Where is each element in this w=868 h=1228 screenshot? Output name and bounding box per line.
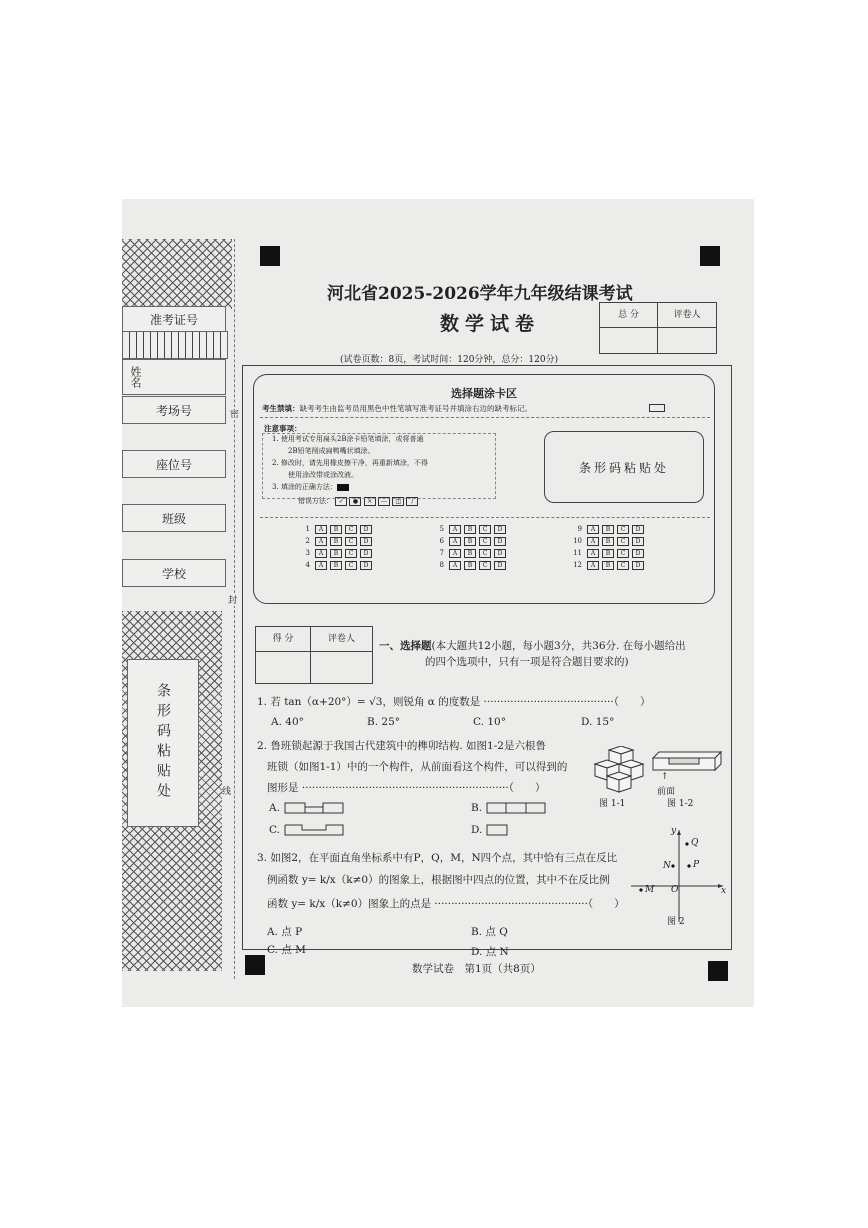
alignment-marker-tl — [260, 246, 280, 266]
exam-room-field[interactable] — [122, 396, 226, 424]
barcode-label: 条形码粘贴处 — [155, 683, 171, 803]
score-summary-box — [599, 302, 717, 354]
front-arrow: ↑ — [661, 772, 669, 782]
section-desc-line1: (本大题共12小题，每小题3分，共36分. 在每小题给出 — [431, 640, 686, 652]
answer-bubble[interactable]: C — [345, 549, 357, 558]
bubble-group-1 — [300, 523, 372, 571]
subject-title: 数学试卷 — [440, 313, 541, 335]
grader-label: 评卷人 — [658, 303, 716, 328]
option-letter: C. — [269, 824, 280, 836]
q2-option-a[interactable] — [269, 802, 346, 814]
answer-bubble[interactable]: B — [330, 537, 342, 546]
answer-bubble[interactable]: A — [315, 525, 327, 534]
total-score-label: 总 分 — [600, 303, 658, 328]
question-number: 8 — [439, 561, 444, 569]
answer-card — [253, 374, 715, 604]
field-label: 准考证号 — [149, 312, 198, 327]
bubble-row — [300, 559, 372, 571]
question-number: 11 — [573, 549, 582, 557]
origin-label: O — [671, 885, 679, 895]
prohibit-line — [262, 403, 532, 414]
question-3-stem-2: 例函数 y= k/x（k≠0）的图象上，根据图中四点的位置，其中不在反比例 — [267, 874, 610, 886]
option-d-shape — [486, 824, 508, 836]
name-field[interactable] — [122, 359, 226, 395]
wrong-sample-slash: / — [406, 497, 418, 506]
class-field[interactable] — [122, 504, 226, 532]
prohibit-text: 缺考考生由监考员用黑色中性笔填写准考证号并填涂右边的缺考标记。 — [299, 404, 532, 413]
q1-option-b[interactable]: B. 25° — [367, 716, 401, 728]
q2-option-d[interactable] — [471, 824, 508, 836]
luban-lock-figure — [591, 746, 647, 794]
bubble-row — [300, 523, 372, 535]
bubble-row — [572, 535, 644, 547]
answer-bubble[interactable]: C — [345, 525, 357, 534]
answer-bubble[interactable]: B — [464, 561, 476, 570]
question-number: 9 — [577, 525, 582, 533]
q3-option-b[interactable]: B. 点 Q — [471, 926, 508, 938]
content-frame — [242, 365, 732, 958]
absent-mark-box[interactable] — [649, 404, 665, 412]
point-q-label: Q — [691, 838, 699, 848]
lock-component-figure — [651, 750, 723, 772]
section-grade-box — [255, 626, 373, 684]
notes-title: 注意事项： — [264, 424, 302, 433]
answer-bubble[interactable]: A — [449, 525, 461, 534]
bubble-row — [572, 559, 644, 571]
option-b-shape — [486, 802, 548, 814]
barcode-label: 条形码粘贴处 — [578, 460, 669, 475]
question-2-stem-1: 2. 鲁班锁起源于我国古代建筑中的榫卯结构. 如图1-2是六根鲁 — [257, 740, 546, 752]
answer-bubble[interactable]: A — [449, 537, 461, 546]
q1-option-d[interactable]: D. 15° — [581, 716, 615, 728]
answer-bubble[interactable]: A — [587, 549, 599, 558]
q2-option-c[interactable] — [269, 824, 346, 836]
wrong-method-label: 错误方法： — [298, 497, 333, 505]
option-letter: B. — [471, 802, 483, 814]
bubble-group-3 — [572, 523, 644, 571]
alignment-marker-tr — [700, 246, 720, 266]
bubble-row — [434, 547, 506, 559]
wrong-sample-half: ◫ — [392, 497, 404, 506]
answer-bubble[interactable]: B — [330, 561, 342, 570]
question-number: 1 — [305, 525, 310, 533]
exam-info: (试卷页数：8页，考试时间：120分钟，总分：120分) — [340, 355, 559, 365]
hatched-margin-top — [122, 239, 232, 309]
seal-dashed-line — [234, 239, 235, 979]
seal-mark-1: 密 — [230, 407, 239, 420]
option-a-shape — [284, 802, 346, 814]
answer-bubble[interactable]: C — [617, 549, 629, 558]
school-field[interactable] — [122, 559, 226, 587]
answer-bubble[interactable]: D — [632, 525, 644, 534]
bubble-row — [434, 559, 506, 571]
point-n-label: N — [663, 861, 671, 871]
q1-option-c[interactable]: C. 10° — [473, 716, 506, 728]
answer-bubble[interactable]: D — [360, 537, 372, 546]
grade-divider — [310, 651, 311, 683]
answer-bubble[interactable]: C — [479, 549, 491, 558]
answer-bubble[interactable]: A — [315, 549, 327, 558]
question-number: 3 — [305, 549, 310, 557]
exam-title: 河北省2025-2026学年九年级结课考试 — [327, 284, 633, 304]
answer-bubble[interactable]: C — [617, 525, 629, 534]
exam-number-field[interactable] — [122, 306, 226, 332]
option-letter: A. — [269, 802, 280, 814]
section-heading — [379, 638, 686, 653]
point-p-label: P — [693, 860, 700, 870]
answer-bubble[interactable]: D — [360, 561, 372, 570]
coordinate-figure — [627, 826, 727, 926]
point-m-label: M — [645, 885, 655, 895]
seal-mark-3: 线 — [222, 784, 231, 797]
card-divider — [260, 417, 710, 418]
q3-option-d[interactable]: D. 点 N — [471, 946, 509, 958]
alignment-marker-bl — [245, 955, 265, 975]
answer-bubble[interactable]: C — [479, 561, 491, 570]
bubble-row — [572, 523, 644, 535]
bubble-row — [300, 535, 372, 547]
bubble-row — [572, 547, 644, 559]
figure-2-caption: 图 2 — [667, 917, 685, 927]
answer-bubble[interactable]: A — [587, 525, 599, 534]
question-number: 6 — [439, 537, 444, 545]
answer-bubble[interactable]: D — [494, 549, 506, 558]
option-c-shape — [284, 824, 346, 836]
answer-bubble[interactable]: A — [315, 561, 327, 570]
bubble-row — [434, 523, 506, 535]
answer-bubble[interactable]: B — [602, 537, 614, 546]
note-line: 2. 修改时，请先用橡皮擦干净，再重新填涂，不得 — [272, 459, 428, 467]
answer-bubble[interactable]: B — [602, 525, 614, 534]
answer-bubble[interactable]: A — [315, 537, 327, 546]
answer-card-title: 选择题涂卡区 — [451, 387, 517, 400]
wrong-sample-cross: × — [364, 497, 376, 506]
question-1-stem: 1. 若 tan（α+20°）= √3，则锐角 α 的度数是 ·······································（ ） — [257, 696, 651, 708]
exam-number-grid[interactable] — [122, 331, 228, 359]
answer-bubble[interactable]: B — [464, 537, 476, 546]
field-label: 考场号 — [155, 403, 192, 418]
answer-bubble[interactable]: C — [479, 525, 491, 534]
correct-method-label: 3. 填涂的正确方法： — [272, 483, 337, 491]
question-3-stem-1: 3. 如图2，在平面直角坐标系中有P，Q，M，N四个点，其中恰有三点在反比 — [257, 852, 618, 864]
answer-bubble[interactable]: B — [602, 549, 614, 558]
alignment-marker-br — [708, 961, 728, 981]
bubble-row — [300, 547, 372, 559]
wrong-sample-line: — — [378, 497, 390, 506]
section-title: 一、选择题 — [379, 640, 432, 652]
score-divider — [657, 327, 658, 353]
answer-bubble[interactable]: D — [360, 525, 372, 534]
question-number: 5 — [439, 525, 444, 533]
sidebar-barcode-area — [127, 659, 199, 827]
seat-field[interactable] — [122, 450, 226, 478]
question-2-stem-3: 图形是 ······························································（ ） — [267, 782, 546, 794]
question-number: 4 — [305, 561, 310, 569]
seal-mark-2: 封 — [228, 593, 237, 606]
answer-bubble[interactable]: B — [330, 549, 342, 558]
card-barcode-area — [544, 431, 704, 503]
answer-bubble[interactable]: C — [345, 537, 357, 546]
question-3-stem-3: 函数 y= k/x（k≠0）图象上的点是 ··············································（ ） — [267, 898, 625, 910]
answer-bubble[interactable]: D — [494, 525, 506, 534]
q3-option-c[interactable]: C. 点 M — [267, 944, 306, 956]
answer-bubble[interactable]: C — [617, 561, 629, 570]
front-label: 前面 — [657, 787, 676, 797]
q1-option-a[interactable]: A. 40° — [271, 716, 304, 728]
wrong-sample-dot: ● — [349, 497, 361, 506]
answer-bubble[interactable]: D — [494, 561, 506, 570]
score-label: 得 分 — [256, 627, 311, 652]
answer-bubble[interactable]: D — [360, 549, 372, 558]
field-label: 学校 — [161, 566, 186, 581]
wrong-sample-check: ✓ — [335, 497, 347, 506]
q3-option-a[interactable]: A. 点 P — [267, 926, 303, 938]
figure-1-1-caption: 图 1-1 — [599, 799, 626, 809]
bubble-group-2 — [434, 523, 506, 571]
field-label: 班级 — [161, 511, 186, 526]
figure-1-2-caption: 图 1-2 — [667, 799, 694, 809]
note-line: 1. 使用考试专用扁头2B涂卡铅笔填涂，或将普通 — [272, 435, 424, 443]
answer-bubble[interactable]: B — [464, 525, 476, 534]
x-axis-label: x — [721, 886, 727, 896]
answer-bubble[interactable]: A — [449, 549, 461, 558]
answer-bubble[interactable]: D — [632, 549, 644, 558]
page-footer: 数学试卷 第1页（共8页） — [412, 963, 541, 975]
exam-paper — [122, 199, 754, 1007]
answer-bubble[interactable]: A — [587, 561, 599, 570]
question-number: 7 — [439, 549, 444, 557]
question-2-stem-2: 班锁（如图1-1）中的一个构件，从前面看这个构件，可以得到的 — [267, 761, 568, 773]
question-number: 10 — [573, 537, 582, 545]
answer-bubble[interactable]: D — [632, 561, 644, 570]
question-number: 12 — [573, 561, 582, 569]
answer-bubble[interactable]: B — [464, 549, 476, 558]
q2-option-b[interactable] — [471, 802, 548, 814]
field-label: 姓名 — [129, 366, 142, 388]
answer-bubble[interactable]: A — [587, 537, 599, 546]
note-line: 使用涂改带或涂改液。 — [288, 471, 358, 479]
answer-bubble[interactable]: D — [494, 537, 506, 546]
question-number: 2 — [305, 537, 310, 545]
section-desc-line2: 的四个选项中，只有一项是符合题目要求的) — [425, 656, 629, 668]
prohibit-label: 考生禁填： — [262, 404, 300, 413]
answer-bubble[interactable]: D — [632, 537, 644, 546]
answer-bubble[interactable]: C — [479, 537, 491, 546]
answer-bubble[interactable]: A — [449, 561, 461, 570]
card-divider — [260, 517, 710, 518]
answer-bubble[interactable]: B — [602, 561, 614, 570]
note-line: 2B铅笔削成扁鸭嘴状填涂。 — [288, 447, 375, 455]
bubble-row — [434, 535, 506, 547]
notes-border — [262, 433, 496, 499]
answer-bubble[interactable]: C — [617, 537, 629, 546]
answer-bubble[interactable]: C — [345, 561, 357, 570]
grader-label: 评卷人 — [311, 627, 372, 652]
option-letter: D. — [471, 824, 483, 836]
field-label: 座位号 — [155, 457, 192, 472]
answer-bubble[interactable]: B — [330, 525, 342, 534]
y-axis-label: y — [671, 826, 677, 836]
